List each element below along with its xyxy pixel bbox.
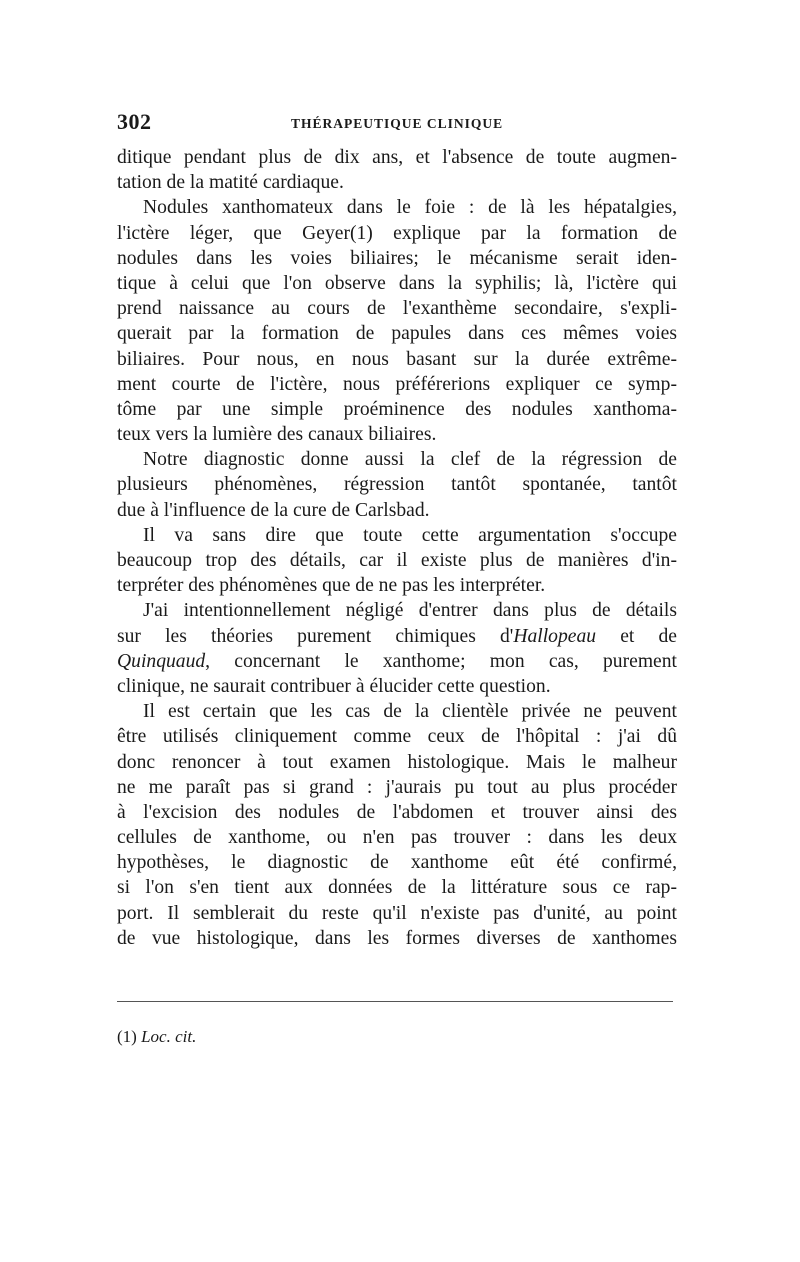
text-line: tôme par une simple proéminence des nodules xanthoma- xyxy=(117,398,677,420)
text-fragment: sur les théories purement chimiques d' xyxy=(117,625,514,647)
text-line: à l'excision des nodules de l'abdomen et trouver ainsi des xyxy=(117,801,677,823)
text-line: donc renoncer à tout examen histologique. Mais le malheur xyxy=(117,751,677,773)
text-line: teux vers la lumière des canaux biliaires. xyxy=(117,424,437,446)
text-line: Notre diagnostic donne aussi la clef de la régression de xyxy=(143,449,677,471)
footnote-text: Loc. cit. xyxy=(141,1027,197,1046)
text-line: plusieurs phénomènes, régression tantôt spontanée, tantôt xyxy=(117,474,677,496)
author-name-quinquaud: Quinquaud xyxy=(117,650,206,672)
text-line: due à l'influence de la cure de Carlsbad. xyxy=(117,499,430,521)
text-line: biliaires. Pour nous, en nous basant sur la durée extrême- xyxy=(117,348,677,370)
text-line xyxy=(117,624,677,649)
text-fragment: et de xyxy=(596,625,677,647)
text-line: tation de la matité cardiaque. xyxy=(117,172,344,194)
text-line: port. Il semblerait du reste qu'il n'existe pas d'unité, au point xyxy=(117,902,677,924)
text-line: cellules de xanthome, ou n'en pas trouver : dans les deux xyxy=(117,827,677,849)
body-text xyxy=(117,145,677,951)
text-line: Il va sans dire que toute cette argumentation s'occupe xyxy=(143,524,677,546)
text-line: querait par la formation de papules dans ces mêmes voies xyxy=(117,323,677,345)
text-line: ne me paraît pas si grand : j'aurais pu tout au plus procéder xyxy=(117,776,677,798)
text-line: être utilisés cliniquement comme ceux de l'hôpital : j'ai dû xyxy=(117,726,677,748)
footnote-divider xyxy=(117,1001,673,1002)
text-line: tique à celui que l'on observe dans la syphilis; là, l'ictère qui xyxy=(117,272,677,294)
footnote-marker: (1) xyxy=(117,1027,137,1046)
text-line: de vue histologique, dans les formes diverses de xanthomes xyxy=(117,927,677,949)
text-line: beaucoup trop des détails, car il existe plus de manières d'in- xyxy=(117,550,677,571)
text-line: ditique pendant plus de dix ans, et l'absence de toute augmen- xyxy=(117,147,677,168)
page-header xyxy=(117,109,677,139)
text-line: J'ai intentionnellement négligé d'entrer dans plus de détails xyxy=(143,600,677,622)
page-number: 302 xyxy=(117,109,152,134)
text-line xyxy=(117,649,677,674)
text-line: nodules dans les voies biliaires; le mécanisme serait iden- xyxy=(117,247,677,269)
author-name-hallopeau: Hallopeau xyxy=(513,625,597,647)
text-line: ment courte de l'ictère, nous préférerions expliquer ce symp- xyxy=(117,373,677,395)
text-line: prend naissance au cours de l'exanthème secondaire, s'expli- xyxy=(117,298,677,320)
text-line: si l'on s'en tient aux données de la littérature sous ce rap- xyxy=(117,877,677,899)
text-line: terpréter des phénomènes que de ne pas les interpréter. xyxy=(117,575,546,597)
text-fragment: , concernant le xanthome; mon cas, purement xyxy=(205,650,677,672)
text-line: hypothèses, le diagnostic de xanthome eût été confirmé, xyxy=(117,852,677,874)
text-line: l'ictère léger, que Geyer(1) explique par la formation de xyxy=(117,222,677,244)
running-head: THÉRAPEUTIQUE CLINIQUE xyxy=(291,116,504,131)
footnote xyxy=(117,1027,196,1047)
text-line: clinique, ne saurait contribuer à élucider cette question. xyxy=(117,675,551,697)
text-line: Il est certain que les cas de la clientèle privée ne peuvent xyxy=(143,701,677,723)
text-line: Nodules xanthomateux dans le foie : de là les hépatalgies, xyxy=(143,197,677,219)
